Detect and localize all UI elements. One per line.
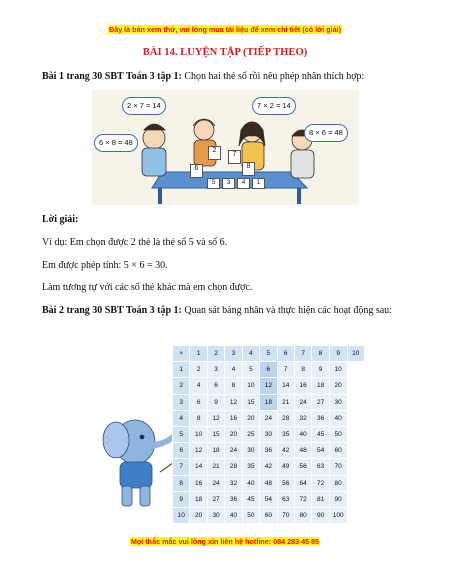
number-card: 3	[222, 178, 235, 189]
table-cell: 20	[190, 507, 207, 523]
table-cell: 30	[260, 426, 277, 442]
table-row-header-cell: 3	[173, 394, 190, 410]
exercise-2-text: Quan sát bảng nhân và thực hiện các hoạt động sau:	[181, 305, 392, 316]
number-card: 4	[237, 178, 250, 189]
table-cell: 90	[329, 491, 347, 507]
solution-line: Làm tương tự với các số thẻ khác mà em chọn được.	[42, 282, 253, 293]
table-cell: 24	[225, 443, 242, 459]
table-cell: 20	[329, 378, 347, 394]
table-cell: 49	[277, 459, 294, 475]
table-cell: 32	[225, 475, 242, 491]
table-cell: 45	[242, 491, 259, 507]
number-card: 8	[242, 162, 255, 176]
table-cell: 30	[242, 443, 259, 459]
table-cell: 64	[294, 475, 311, 491]
table-cell: 18	[207, 443, 224, 459]
table-cell: 54	[260, 491, 277, 507]
table-cell: 70	[277, 507, 294, 523]
table-header-cell: 10	[347, 346, 365, 362]
table-cell: 30	[207, 507, 224, 523]
number-card: 5	[207, 178, 220, 189]
number-card: 2	[208, 146, 221, 160]
table-cell: 36	[312, 410, 329, 426]
table-row	[173, 475, 365, 491]
table-cell: 90	[312, 507, 329, 523]
table-cell: 12	[260, 378, 277, 394]
exercise-2-label: Bài 2 trang 30 SBT Toán 3 tập 1:	[42, 305, 182, 316]
table-header-cell: 2	[207, 346, 224, 362]
table-row-header-cell: 10	[173, 507, 190, 523]
table-row	[173, 426, 365, 442]
table-cell: 3	[207, 362, 224, 378]
number-card: 7	[228, 150, 241, 164]
table-cell: 8	[190, 410, 207, 426]
table-cell: 48	[260, 475, 277, 491]
table-row-header-cell: 6	[173, 443, 190, 459]
table-header-cell: 8	[312, 346, 329, 362]
table-cell: 63	[312, 459, 329, 475]
table-cell: 15	[207, 426, 224, 442]
table-row-header-cell: 9	[173, 491, 190, 507]
table-cell: 28	[225, 459, 242, 475]
table-header-cell: 1	[190, 346, 207, 362]
table-row	[173, 507, 365, 523]
table-cell: 40	[329, 410, 347, 426]
table-cell: 80	[329, 475, 347, 491]
table-row-header-cell: 1	[173, 362, 190, 378]
table-cell: 27	[207, 491, 224, 507]
table-cell: 14	[190, 459, 207, 475]
table-cell: 14	[277, 378, 294, 394]
table-cell: 80	[294, 507, 311, 523]
table-header-cell: 5	[260, 346, 277, 362]
table-cell: 35	[277, 426, 294, 442]
table-cell: 36	[225, 491, 242, 507]
speech-bubble: 8 × 6 = 48	[304, 124, 348, 142]
table-cell: 5	[242, 362, 259, 378]
table-cell: 42	[277, 443, 294, 459]
multiplication-table-illustration	[90, 342, 365, 522]
table-cell: 40	[242, 475, 259, 491]
table-cell: 12	[207, 410, 224, 426]
table-row-header-cell: 4	[173, 410, 190, 426]
table-cell: 50	[329, 426, 347, 442]
exercise-1-text: Chọn hai thẻ số rồi nêu phép nhân thích hợp:	[181, 71, 365, 82]
table-cell: 21	[207, 459, 224, 475]
table-cell: 45	[312, 426, 329, 442]
table-row-header-cell: 2	[173, 378, 190, 394]
table-header-cell: 6	[277, 346, 294, 362]
table-cell: 16	[190, 475, 207, 491]
table-cell: 24	[260, 410, 277, 426]
speech-bubble: 7 × 2 = 14	[252, 97, 296, 115]
multiplication-table	[172, 345, 365, 524]
table-cell: 16	[225, 410, 242, 426]
exercise-2-prompt	[42, 303, 402, 318]
table-cell: 72	[294, 491, 311, 507]
table-row	[173, 443, 365, 459]
table-cell: 15	[242, 394, 259, 410]
table-cell: 30	[329, 394, 347, 410]
speech-bubble: 2 × 7 = 14	[122, 97, 166, 115]
table-cell: 12	[225, 394, 242, 410]
table-cell: 21	[277, 394, 294, 410]
exercise-1-prompt	[42, 70, 364, 84]
table-cell: 24	[294, 394, 311, 410]
solution-line: Em được phép tính: 5 × 6 = 30.	[42, 260, 168, 271]
table-cell: 12	[190, 443, 207, 459]
table-cell: 6	[207, 378, 224, 394]
table-corner-cell: ×	[173, 346, 190, 362]
table-cell: 4	[225, 362, 242, 378]
table-cell: 16	[294, 378, 311, 394]
table-cell: 18	[260, 394, 277, 410]
table-header-cell: 4	[242, 346, 259, 362]
number-card: 6	[190, 164, 203, 178]
table-cell: 54	[312, 443, 329, 459]
table-cell: 70	[329, 459, 347, 475]
table-row-header-cell: 7	[173, 459, 190, 475]
table-cell: 72	[312, 475, 329, 491]
table-cell: 48	[294, 443, 311, 459]
table-row	[173, 491, 365, 507]
table-cell: 6	[260, 362, 277, 378]
table-cell: 100	[329, 507, 347, 523]
table-cell: 9	[312, 362, 329, 378]
table-row-header-cell: 5	[173, 426, 190, 442]
table-header-cell: 3	[225, 346, 242, 362]
solution-heading: Lời giải:	[42, 214, 79, 225]
table-row	[173, 410, 365, 426]
table-cell: 7	[277, 362, 294, 378]
table-cell: 20	[225, 426, 242, 442]
table-cell: 24	[207, 475, 224, 491]
table-cell: 10	[329, 362, 347, 378]
number-card: 1	[252, 178, 265, 189]
table-cell: 27	[312, 394, 329, 410]
table-header-row	[173, 346, 365, 362]
table-cell: 56	[294, 459, 311, 475]
elephant-drawing	[90, 342, 180, 522]
table-cell: 20	[242, 410, 259, 426]
table-cell: 9	[207, 394, 224, 410]
table-cell: 36	[260, 443, 277, 459]
table-header-cell: 9	[329, 346, 347, 362]
table-cell: 56	[277, 475, 294, 491]
table-cell: 4	[190, 378, 207, 394]
table-cell: 18	[190, 491, 207, 507]
table-cell: 40	[225, 507, 242, 523]
table-row-header-cell: 8	[173, 475, 190, 491]
solution-line: Ví dụ: Em chọn được 2 thẻ là thẻ số 5 và số 6.	[42, 237, 228, 248]
exercise-1-label: Bài 1 trang 30 SBT Toán 3 tập 1:	[42, 71, 182, 82]
table-cell: 6	[190, 394, 207, 410]
footer-notice: Mọi thắc mắc vui lòng xin liên hệ hotline: 084 283 45 85	[130, 537, 320, 546]
table-cell: 32	[294, 410, 311, 426]
table-cell: 8	[225, 378, 242, 394]
table-cell: 81	[312, 491, 329, 507]
table-cell: 40	[294, 426, 311, 442]
table-cell: 35	[242, 459, 259, 475]
table-row	[173, 378, 365, 394]
table-header-cell: 7	[294, 346, 311, 362]
lesson-title: BÀI 14. LUYỆN TẬP (TIẾP THEO)	[142, 47, 308, 58]
table-cell: 2	[190, 362, 207, 378]
table-cell: 10	[190, 426, 207, 442]
table-cell: 25	[242, 426, 259, 442]
table-cell: 63	[277, 491, 294, 507]
table-cell: 60	[329, 443, 347, 459]
table-cell: 10	[242, 378, 259, 394]
table-cell: 42	[260, 459, 277, 475]
table-row	[173, 362, 365, 378]
table-cell: 8	[294, 362, 311, 378]
table-row	[173, 394, 365, 410]
table-row	[173, 459, 365, 475]
table-cell: 28	[277, 410, 294, 426]
header-notice: Đây là bản xem thử, vui lòng mua tài liệu để xem chi tiết (có lời giải)	[109, 25, 341, 34]
table-cell: 60	[260, 507, 277, 523]
table-cell: 50	[242, 507, 259, 523]
speech-bubble: 6 × 8 = 48	[94, 134, 138, 152]
children-cards-illustration	[92, 90, 359, 205]
table-cell: 18	[312, 378, 329, 394]
